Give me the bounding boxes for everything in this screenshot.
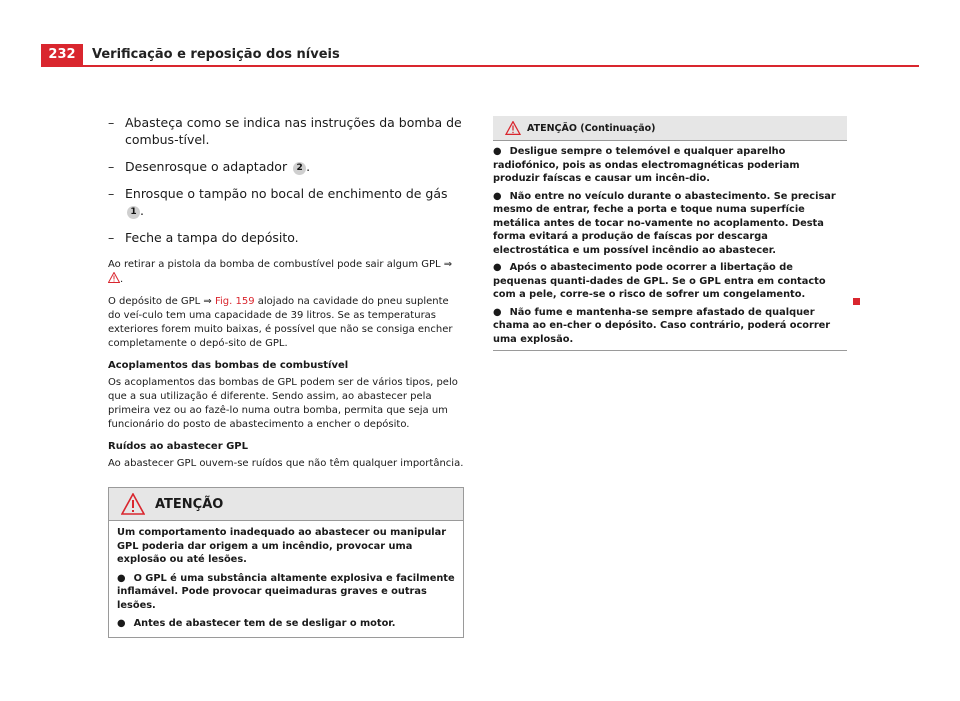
step-text: Desenrosque o adaptador (125, 159, 288, 174)
step-item (108, 185, 464, 219)
paragraph-text: O depósito de GPL ⇒ (108, 296, 212, 307)
warning-continued-body (493, 141, 847, 350)
warning-bullet (493, 190, 847, 258)
warning-bullet (493, 306, 847, 347)
paragraph: Os acoplamentos das bombas de GPL podem ser de vários tipos, pelo que a sua utilização é diferente. Sendo assim, ao abastecer pela primeira vez ou ao fazê-lo numa outra bomba, permita que seja um funcionário do posto de abastecimento a encher o depósito. (108, 377, 458, 430)
bullet-icon: ● (493, 146, 502, 157)
header-rule (41, 65, 919, 67)
warning-continued-title: ATENÇÃO (Continuação) (527, 122, 656, 134)
warning-bullet (117, 572, 455, 613)
paragraph (108, 295, 464, 351)
warning-bullet (493, 145, 847, 186)
subheading: Acoplamentos das bombas de combustível (108, 360, 349, 371)
step-dash: – (108, 230, 115, 245)
step-suffix: . (306, 159, 311, 174)
step-text: Feche a tampa do depósito. (125, 230, 299, 245)
subheading: Ruídos ao abastecer GPL (108, 441, 249, 452)
warning-title: ATENÇÃO (155, 496, 224, 512)
warning-triangle-icon (121, 493, 145, 515)
page-number: 232 (41, 44, 83, 66)
callout-badge: 2 (293, 162, 306, 175)
bullet-icon: ● (117, 618, 126, 629)
page-title: Verificação e reposição dos níveis (92, 47, 340, 62)
warning-header (109, 488, 463, 521)
step-dash: – (108, 159, 115, 174)
warning-intro: Um comportamento inadequado ao abastecer ou manipular GPL poderia dar origem a um incêndio, provocar uma explosão ou até lesões. (117, 527, 447, 565)
warning-body (109, 521, 463, 637)
bullet-icon: ● (493, 190, 502, 202)
right-column (493, 116, 847, 351)
paragraph-end: . (120, 274, 124, 285)
paragraph-text: Ao retirar a pistola da bomba de combustível pode sair algum GPL ⇒ (108, 259, 453, 270)
step-suffix: . (140, 203, 144, 218)
bullet-text: Desligue sempre o telemóvel e qualquer aparelho radiofónico, pois as ondas electromagnéticas poderiam produzir faíscas e causar um incên-dio. (493, 146, 800, 184)
step-item (108, 114, 464, 148)
bullet-text: O GPL é uma substância altamente explosiva e facilmente inflamável. Pode provocar queimaduras graves e outras lesões. (117, 572, 455, 611)
step-item (108, 229, 464, 246)
bullet-icon: ● (493, 262, 502, 273)
warning-triangle-icon[interactable] (108, 272, 120, 283)
paragraph (108, 258, 464, 287)
warning-continued-header (493, 116, 847, 141)
paragraph: Ao abastecer GPL ouvem-se ruídos que não têm qualquer importância. (108, 458, 464, 469)
bullet-text: Não entre no veículo durante o abastecimento. Se precisar mesmo de entrar, feche a porta e toque numa superfície metálica antes de tocar no-vamente no acoplamento. Desta forma evitará a produção de faíscas por descarga electrostática e um possível incêndio ao abastecer. (493, 190, 836, 256)
bullet-icon: ● (493, 306, 502, 318)
paragraph-text: alojado na cavidade do pneu suplente do veí-culo tem uma capacidade de 39 litros. Se as temperaturas exteriores forem muito baixas, é possível que não se consiga encher completamente o depó-sito de GPL. (108, 296, 453, 349)
bullet-text: Após o abastecimento pode ocorrer a libertação de pequenas quanti-dades de GPL. Se o GPL entra em contacto com a pele, corre-se o risco de sofrer um congelamento. (493, 262, 826, 300)
bullet-text: Não fume e mantenha-se sempre afastado de qualquer chama ao en-cher o depósito. Caso contrário, poderá ocorrer uma explosão. (493, 306, 831, 345)
bullet-icon: ● (117, 572, 126, 584)
step-item (108, 158, 464, 175)
section-end-mark (853, 298, 860, 305)
warning-bullet (117, 617, 455, 631)
step-text: Abasteça como se indica nas instruções da bomba de combus-tível. (125, 115, 462, 147)
figure-link[interactable]: Fig. 159 (211, 296, 255, 307)
step-text: Enrosque o tampão no bocal de enchimento de gás (125, 186, 448, 201)
step-dash: – (108, 115, 115, 130)
step-dash: – (108, 186, 115, 201)
left-column (108, 114, 464, 638)
warning-bullet (493, 261, 847, 302)
bullet-text: Antes de abastecer tem de se desligar o motor. (133, 618, 396, 629)
warning-triangle-icon (505, 121, 521, 135)
callout-badge: 1 (127, 206, 140, 219)
warning-box (108, 487, 464, 638)
warning-continued-box (493, 116, 847, 351)
